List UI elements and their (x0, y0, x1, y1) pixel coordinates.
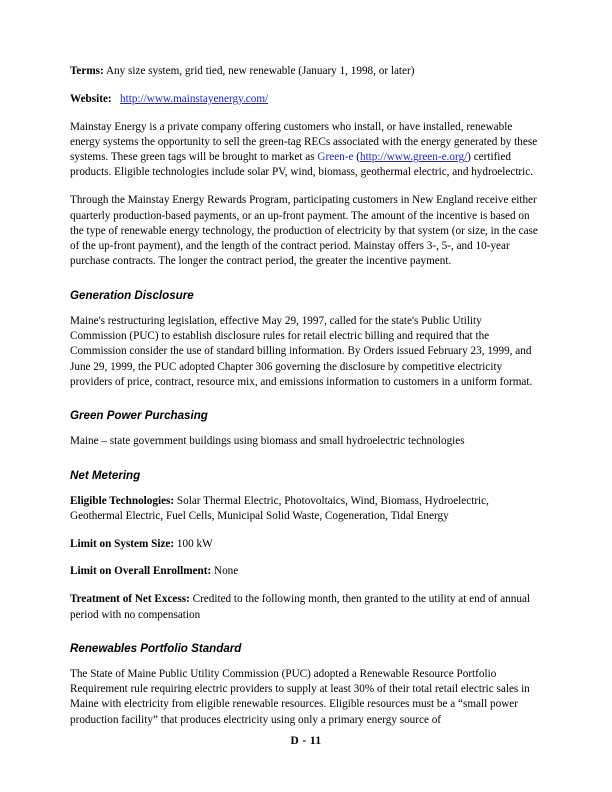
green-e-url-link[interactable]: http://www.green-e.org/ (359, 151, 468, 164)
green-e-link[interactable]: Green-e (317, 151, 354, 164)
net-metering-limit-system-size (70, 537, 540, 552)
page-number-footer: D - 11 (290, 735, 322, 747)
paragraph-rewards-program: Through the Mainstay Energy Rewards Program, participating customers in New England receive either quarterly production-based payments, or an up-front payment. The amount of the incentive is based on the type of renewable energy technology, the production of electricity by that system (or size, in the case of the up-front payment), and the length of the contract period. Mainstay offers 3-, 5-, and 10-year purchase contracts. The longer the contract period, the greater the incentive payment. (70, 194, 538, 268)
website-line (70, 92, 540, 107)
heading-renewables-portfolio-standard: Renewables Portfolio Standard (70, 641, 242, 655)
eligible-technologies-value: Solar Thermal Electric, Photovoltaics, Wind, Biomass, Hydroelectric, Geothermal Electric, Fuel Cells, Municipal Solid Waste, Cogeneration, Tidal Energy (70, 494, 489, 522)
treatment-net-excess-value: Credited to the following month, then granted to the utility at end of annual period with no compensation (70, 593, 531, 621)
net-metering-treatment-net-excess (70, 592, 540, 623)
net-metering-limit-overall-enrollment (70, 564, 540, 579)
terms-value: Any size system, grid tied, new renewable (January 1, 1998, or later) (105, 65, 415, 77)
paragraph-1-part-1: Mainstay Energy is a private company offering customers who install, or have installed, renewable energy systems the opportunity to sell the green-tag RECs associated with the energy generated by these systems. These green tags will be brought to market as (70, 120, 538, 164)
paragraph-renewables-portfolio-standard: The State of Maine Public Utility Commission (PUC) adopted a Renewable Resource Portfolio Requirement rule requiring electric providers to supply at least 30% of their total retail electric sales in Maine with electricity from eligible renewable resources. Eligible resources must be a “small power production facility” that produces electricity using only a primary energy source of (70, 667, 530, 726)
website-label: Website: (70, 92, 112, 105)
limit-overall-enrollment-label: Limit on Overall Enrollment: (70, 565, 212, 578)
paragraph-1-part-3: ) certified products. Eligible technologies include solar PV, wind, biomass, geothermal electric, and hydroelectric. (70, 151, 534, 179)
heading-generation-disclosure: Generation Disclosure (70, 288, 194, 302)
terms-label: Terms: (70, 65, 104, 77)
paragraph-green-power-purchasing: Maine – state government buildings using biomass and small hydroelectric technologies (70, 435, 465, 448)
net-metering-eligible-technologies (70, 494, 540, 525)
paragraph-generation-disclosure: Maine's restructuring legislation, effective May 29, 1997, called for the state's Public Utility Commission (PUC) to establish disclosure rules for retail electric billing and required that the Commission consider the use of standard billing information. By Orders issued February 23, 1999, and June 29, 1999, the PUC adopted Chapter 306 governing the disclosure by competitive electricity providers of price, contract, resource mix, and emissions information to customers in a uniform format. (70, 314, 533, 388)
terms-line (70, 64, 540, 79)
eligible-technologies-label: Eligible Technologies: (70, 494, 175, 507)
limit-system-size-value: 100 kW (176, 537, 213, 550)
paragraph-mainstay-energy (70, 120, 540, 181)
heading-net-metering: Net Metering (70, 468, 141, 482)
limit-overall-enrollment-value: None (213, 565, 239, 578)
limit-system-size-label: Limit on System Size: (70, 537, 175, 550)
document-content (70, 64, 540, 728)
website-link[interactable]: http://www.mainstayenergy.com/ (120, 92, 269, 105)
paragraph-1-part-2: ( (353, 151, 360, 164)
heading-green-power-purchasing: Green Power Purchasing (70, 409, 208, 423)
treatment-net-excess-label: Treatment of Net Excess: (70, 593, 190, 606)
